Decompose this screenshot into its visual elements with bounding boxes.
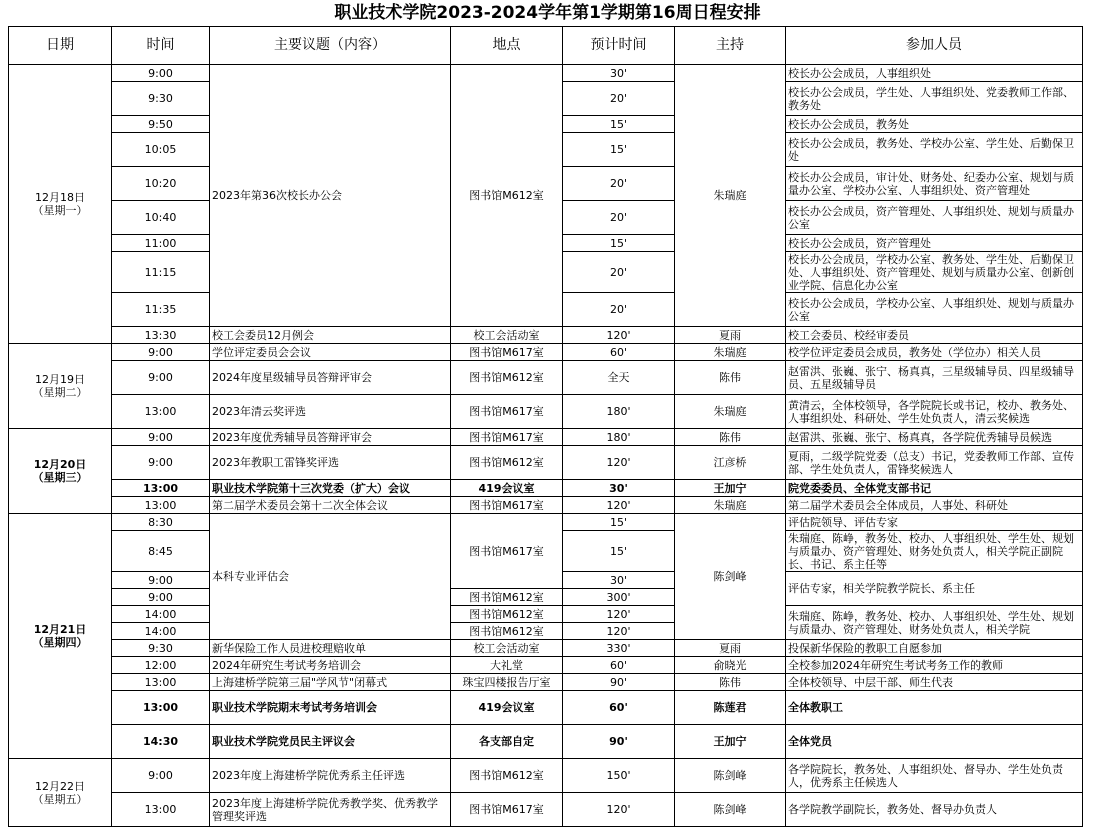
time-cell: 9:00 — [112, 344, 210, 361]
topic-cell: 职业技术学院期末考试考务培训会 — [210, 691, 451, 725]
duration-cell: 180' — [563, 395, 675, 429]
attendees-cell: 投保新华保险的教职工自愿参加 — [786, 640, 1083, 657]
time-cell: 11:15 — [112, 252, 210, 293]
attendees-cell: 朱瑞庭、陈峥，教务处、校办、人事组织处、学生处、规划与质量办、资产管理处、财务处负责人，相关学院正副院长、书记、系主任等 — [786, 531, 1083, 572]
time-cell: 14:00 — [112, 623, 210, 640]
time-cell: 8:30 — [112, 514, 210, 531]
attendees-cell: 校长办公会成员，人事组织处 — [786, 65, 1083, 82]
table-row — [9, 480, 1083, 497]
attendees-cell: 赵雷洪、张巍、张宁、杨真真，三星级辅导员、四星级辅导员、五星级辅导员 — [786, 361, 1083, 395]
host-cell: 王加宁 — [675, 725, 786, 759]
host-cell: 陈伟 — [675, 361, 786, 395]
table-row — [9, 361, 1083, 395]
place-cell: 各支部自定 — [451, 725, 563, 759]
table-row — [9, 725, 1083, 759]
table-row — [9, 344, 1083, 361]
place-cell: 图书馆M617室 — [451, 395, 563, 429]
time-cell: 8:45 — [112, 531, 210, 572]
attendees-cell: 各学院教学副院长，教务处、督导办负责人 — [786, 793, 1083, 827]
time-cell: 9:00 — [112, 759, 210, 793]
host-cell: 陈剑峰 — [675, 759, 786, 793]
duration-cell: 30' — [563, 572, 675, 589]
attendees-cell: 院党委委员、全体党支部书记 — [786, 480, 1083, 497]
duration-cell: 60' — [563, 657, 675, 674]
host-cell: 陈剑峰 — [675, 793, 786, 827]
header-attendees: 参加人员 — [786, 27, 1083, 65]
host-cell: 陈剑峰 — [675, 514, 786, 640]
topic-cell: 2023年清云奖评选 — [210, 395, 451, 429]
place-cell: 校工会活动室 — [451, 327, 563, 344]
table-row — [9, 606, 1083, 623]
place-cell: 图书馆M617室 — [451, 514, 563, 589]
time-cell: 9:00 — [112, 572, 210, 589]
place-cell: 图书馆M612室 — [451, 446, 563, 480]
topic-cell: 上海建桥学院第三届"学风节"闭幕式 — [210, 674, 451, 691]
time-cell: 13:00 — [112, 497, 210, 514]
attendees-cell: 评估专家，相关学院教学院长、系主任 — [786, 572, 1083, 606]
attendees-cell: 校长办公会成员，教务处、学校办公室、学生处、后勤保卫处 — [786, 133, 1083, 167]
duration-cell: 15' — [563, 235, 675, 252]
duration-cell: 120' — [563, 497, 675, 514]
topic-cell: 2023年度上海建桥学院优秀系主任评选 — [210, 759, 451, 793]
topic-cell: 2024年研究生考试考务培训会 — [210, 657, 451, 674]
table-row — [9, 640, 1083, 657]
time-cell: 13:30 — [112, 327, 210, 344]
weekday-label: （星期四） — [32, 636, 88, 649]
time-cell: 13:00 — [112, 395, 210, 429]
weekday-label: （星期一） — [32, 204, 88, 217]
place-cell: 图书馆M617室 — [451, 344, 563, 361]
time-cell: 11:35 — [112, 293, 210, 327]
duration-cell: 300' — [563, 589, 675, 606]
duration-cell: 120' — [563, 623, 675, 640]
time-cell: 9:00 — [112, 361, 210, 395]
table-row — [9, 395, 1083, 429]
host-cell: 陈伟 — [675, 674, 786, 691]
duration-cell: 20' — [563, 167, 675, 201]
attendees-cell: 校长办公会成员，学生处、人事组织处、党委教师工作部、教务处 — [786, 82, 1083, 116]
host-cell: 朱瑞庭 — [675, 65, 786, 327]
topic-cell: 职业技术学院党员民主评议会 — [210, 725, 451, 759]
topic-cell: 2023年度上海建桥学院优秀教学奖、优秀教学管理奖评选 — [210, 793, 451, 827]
host-cell: 俞晓光 — [675, 657, 786, 674]
header-duration: 预计时间 — [563, 27, 675, 65]
date-label: 12月18日 — [35, 191, 85, 204]
duration-cell: 20' — [563, 82, 675, 116]
table-row — [9, 657, 1083, 674]
attendees-cell: 校长办公会成员，审计处、财务处、纪委办公室、规划与质量办公室、学校办公室、人事组织处、资产管理处 — [786, 167, 1083, 201]
duration-cell: 120' — [563, 327, 675, 344]
table-row — [9, 759, 1083, 793]
table-row — [9, 65, 1083, 82]
attendees-cell: 校长办公会成员，教务处 — [786, 116, 1083, 133]
duration-cell: 180' — [563, 429, 675, 446]
duration-cell: 150' — [563, 759, 675, 793]
date-label: 12月20日 — [33, 458, 87, 471]
time-cell: 9:00 — [112, 429, 210, 446]
duration-cell: 30' — [563, 480, 675, 497]
time-cell: 9:00 — [112, 589, 210, 606]
host-cell: 朱瑞庭 — [675, 344, 786, 361]
place-cell: 419会议室 — [451, 480, 563, 497]
duration-cell: 15' — [563, 514, 675, 531]
table-row — [9, 446, 1083, 480]
attendees-cell: 赵雷洪、张巍、张宁、杨真真，各学院优秀辅导员候选 — [786, 429, 1083, 446]
duration-cell: 20' — [563, 201, 675, 235]
duration-cell: 120' — [563, 793, 675, 827]
table-row — [9, 674, 1083, 691]
date-label: 12月19日 — [35, 373, 85, 386]
date-cell — [9, 429, 112, 514]
duration-cell: 20' — [563, 293, 675, 327]
date-label: 12月22日 — [35, 779, 85, 793]
place-cell: 珠宝四楼报告厅室 — [451, 674, 563, 691]
attendees-cell: 全体校领导、中层干部、师生代表 — [786, 674, 1083, 691]
attendees-cell: 校长办公会成员，资产管理处 — [786, 235, 1083, 252]
duration-cell: 15' — [563, 133, 675, 167]
attendees-cell: 校长办公会成员，资产管理处、人事组织处、规划与质量办公室 — [786, 201, 1083, 235]
duration-cell: 90' — [563, 674, 675, 691]
attendees-cell: 校学位评定委员会成员，教务处（学位办）相关人员 — [786, 344, 1083, 361]
attendees-cell: 各学院院长，教务处、人事组织处、督导办、学生处负责人，优秀系主任候选人 — [786, 759, 1083, 793]
place-cell: 图书馆M612室 — [451, 65, 563, 327]
date-label: 12月21日 — [33, 623, 87, 636]
header-date: 日期 — [9, 27, 112, 65]
place-cell: 图书馆M612室 — [451, 623, 563, 640]
topic-cell: 2023年第36次校长办公会 — [210, 65, 451, 327]
host-cell: 朱瑞庭 — [675, 497, 786, 514]
time-cell: 13:00 — [112, 480, 210, 497]
attendees-cell: 评估院领导、评估专家 — [786, 514, 1083, 531]
host-cell: 江彦桥 — [675, 446, 786, 480]
duration-cell: 90' — [563, 725, 675, 759]
time-cell: 9:30 — [112, 640, 210, 657]
sheet-title: 职业技术学院2023-2024学年第1学期第16周日程安排 — [334, 3, 761, 23]
host-cell: 陈伟 — [675, 429, 786, 446]
table-row — [9, 793, 1083, 827]
time-cell: 14:00 — [112, 606, 210, 623]
place-cell: 图书馆M617室 — [451, 429, 563, 446]
attendees-cell: 校长办公会成员，学校办公室、人事组织处、规划与质量办公室 — [786, 293, 1083, 327]
topic-cell: 新华保险工作人员进校理赔收单 — [210, 640, 451, 657]
attendees-cell: 第二届学术委员会全体成员，人事处、科研处 — [786, 497, 1083, 514]
place-cell: 图书馆M612室 — [451, 759, 563, 793]
duration-cell: 全天 — [563, 361, 675, 395]
time-cell: 9:50 — [112, 116, 210, 133]
table-row — [9, 514, 1083, 531]
attendees-cell: 夏雨，二级学院党委（总支）书记，党委教师工作部、宣传部、学生处负责人，雷锋奖候选人 — [786, 446, 1083, 480]
place-cell: 大礼堂 — [451, 657, 563, 674]
time-cell: 10:20 — [112, 167, 210, 201]
table-row — [9, 327, 1083, 344]
duration-cell: 120' — [563, 446, 675, 480]
topic-cell: 2024年度星级辅导员答辩评审会 — [210, 361, 451, 395]
date-cell — [9, 344, 112, 429]
host-cell: 夏雨 — [675, 327, 786, 344]
time-cell: 9:00 — [112, 446, 210, 480]
place-cell: 图书馆M617室 — [451, 497, 563, 514]
duration-cell: 15' — [563, 116, 675, 133]
time-cell: 13:00 — [112, 691, 210, 725]
topic-cell: 本科专业评估会 — [210, 514, 451, 640]
time-cell: 10:05 — [112, 133, 210, 167]
time-cell: 9:30 — [112, 82, 210, 116]
header-place: 地点 — [451, 27, 563, 65]
header-time: 时间 — [112, 27, 210, 65]
topic-cell: 2023年教职工雷锋奖评选 — [210, 446, 451, 480]
time-cell: 10:40 — [112, 201, 210, 235]
duration-cell: 20' — [563, 252, 675, 293]
attendees-cell: 全体教职工 — [786, 691, 1083, 725]
duration-cell: 30' — [563, 65, 675, 82]
duration-cell: 60' — [563, 691, 675, 725]
place-cell: 图书馆M612室 — [451, 589, 563, 606]
attendees-cell: 黄清云，全体校领导，各学院院长或书记，校办、教务处、人事组织处、科研处、学生处负责人，清云奖候选 — [786, 395, 1083, 429]
place-cell: 校工会活动室 — [451, 640, 563, 657]
attendees-cell: 校工会委员、校经审委员 — [786, 327, 1083, 344]
table-row — [9, 691, 1083, 725]
topic-cell: 学位评定委员会会议 — [210, 344, 451, 361]
topic-cell: 职业技术学院第十三次党委（扩大）会议 — [210, 480, 451, 497]
duration-cell: 60' — [563, 344, 675, 361]
time-cell: 13:00 — [112, 674, 210, 691]
host-cell: 夏雨 — [675, 640, 786, 657]
place-cell: 图书馆M617室 — [451, 793, 563, 827]
attendees-cell: 全体党员 — [786, 725, 1083, 759]
duration-cell: 330' — [563, 640, 675, 657]
table-row — [9, 429, 1083, 446]
schedule-table — [8, 26, 1083, 827]
time-cell: 11:00 — [112, 235, 210, 252]
topic-cell: 第二届学术委员会第十二次全体会议 — [210, 497, 451, 514]
date-cell — [9, 514, 112, 759]
header-host: 主持 — [675, 27, 786, 65]
topic-cell: 2023年度优秀辅导员答辩评审会 — [210, 429, 451, 446]
time-cell: 14:30 — [112, 725, 210, 759]
date-cell — [9, 759, 112, 827]
attendees-cell: 全校参加2024年研究生考试考务工作的教师 — [786, 657, 1083, 674]
host-cell: 朱瑞庭 — [675, 395, 786, 429]
host-cell: 陈莲君 — [675, 691, 786, 725]
header-topic: 主要议题（内容） — [210, 27, 451, 65]
date-cell — [9, 65, 112, 344]
table-row — [9, 497, 1083, 514]
attendees-cell: 校长办公会成员，学校办公室、教务处、学生处、后勤保卫处、人事组织处、资产管理处、规划与质量办公室、创新创业学院、信息化办公室 — [786, 252, 1083, 293]
attendees-cell: 朱瑞庭、陈峥，教务处、校办、人事组织处、学生处、规划与质量办、资产管理处、财务处负责人，相关学院 — [786, 606, 1083, 640]
duration-cell: 120' — [563, 606, 675, 623]
weekday-label: （星期五） — [32, 792, 88, 806]
topic-cell: 校工会委员12月例会 — [210, 327, 451, 344]
time-cell: 12:00 — [112, 657, 210, 674]
place-cell: 419会议室 — [451, 691, 563, 725]
header-row — [9, 27, 1083, 65]
duration-cell: 15' — [563, 531, 675, 572]
time-cell: 9:00 — [112, 65, 210, 82]
weekday-label: （星期三） — [32, 471, 88, 484]
place-cell: 图书馆M612室 — [451, 361, 563, 395]
time-cell: 13:00 — [112, 793, 210, 827]
weekday-label: （星期二） — [32, 386, 88, 399]
host-cell: 王加宁 — [675, 480, 786, 497]
place-cell: 图书馆M612室 — [451, 606, 563, 623]
